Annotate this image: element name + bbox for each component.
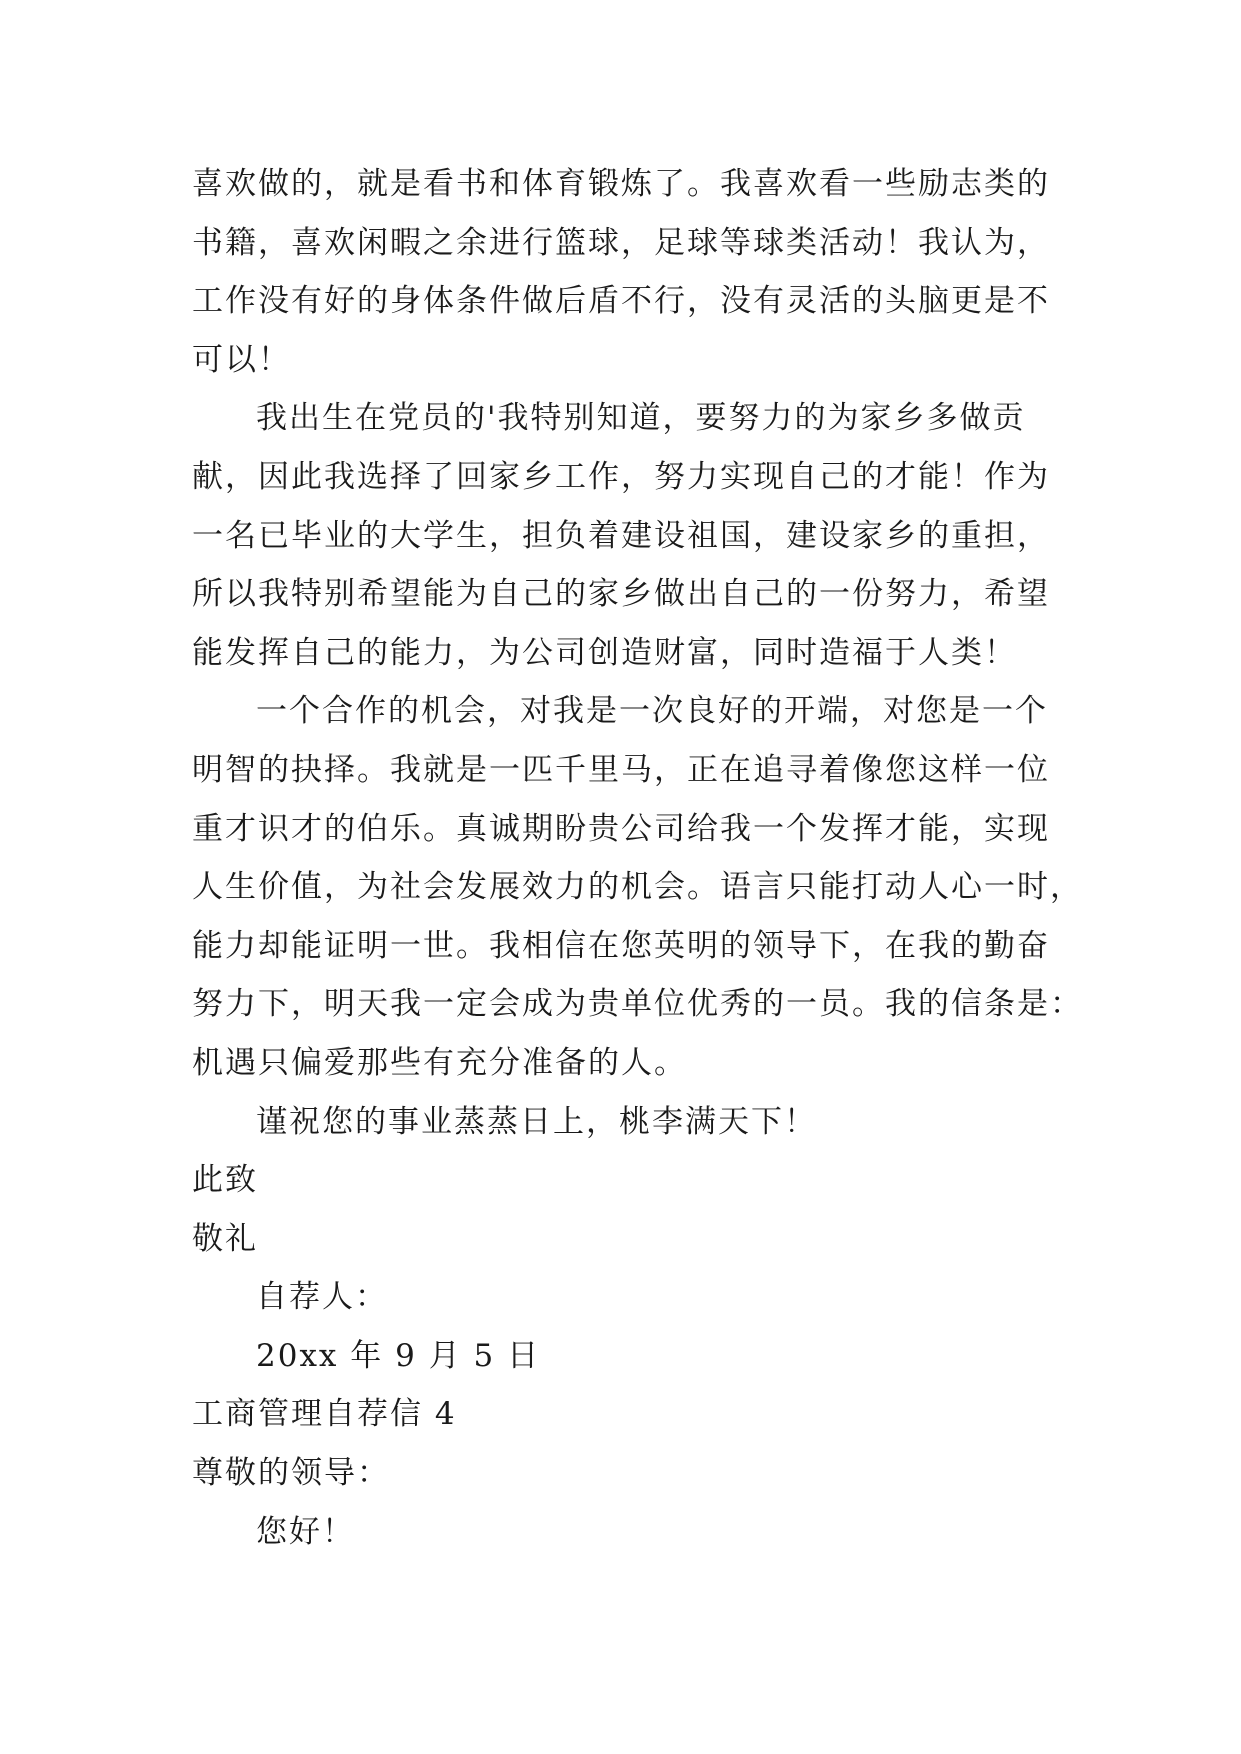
text-line: 一个合作的机会，对我是一次良好的开端，对您是一个 xyxy=(256,693,1048,730)
closing-line: 此致 xyxy=(192,1162,258,1199)
signer-line: 自荐人： xyxy=(256,1279,388,1316)
text-line: 书籍，喜欢闲暇之余进行篮球，足球等球类活动！我认为， xyxy=(192,224,1050,261)
text-line: 能发挥自己的能力，为公司创造财富，同时造福于人类！ xyxy=(192,634,1017,671)
text-line: 人生价值，为社会发展效力的机会。语言只能打动人心一时， xyxy=(192,869,1083,906)
letter-page xyxy=(192,155,1083,1561)
text-line: 喜欢做的，就是看书和体育锻炼了。我喜欢看一些励志类的 xyxy=(192,166,1050,202)
text-line: 机遇只偏爱那些有充分准备的人。 xyxy=(192,1044,687,1081)
text-line: 献，因此我选择了回家乡工作，努力实现自己的才能！作为 xyxy=(192,458,1050,495)
wish-line: 谨祝您的事业蒸蒸日上，桃李满天下！ xyxy=(256,1103,817,1140)
text-line: 我出生在党员的'我特别知道，要努力的为家乡多做贡 xyxy=(256,400,1026,437)
paragraph xyxy=(192,682,1083,1092)
text-line: 重才识才的伯乐。真诚期盼贵公司给我一个发挥才能，实现 xyxy=(192,810,1050,847)
text-line: 可以！ xyxy=(192,341,291,378)
paragraph xyxy=(192,155,1072,389)
text-line: 明智的抉择。我就是一匹千里马，正在追寻着像您这样一位 xyxy=(192,751,1050,788)
closing-line: 敬礼 xyxy=(192,1220,258,1257)
text-line: 能力却能证明一世。我相信在您英明的领导下，在我的勤奋 xyxy=(192,927,1050,964)
paragraph xyxy=(192,389,1072,682)
date-line: 20xx 年 9 月 5 日 xyxy=(256,1337,541,1374)
text-line: 所以我特别希望能为自己的家乡做出自己的一份努力，希望 xyxy=(192,576,1050,613)
greeting-line: 您好！ xyxy=(256,1513,355,1550)
text-line: 努力下，明天我一定会成为贵单位优秀的一员。我的信条是： xyxy=(192,986,1083,1023)
text-line: 工作没有好的身体条件做后盾不行，没有灵活的头脑更是不 xyxy=(192,283,1050,320)
section-title: 工商管理自荐信 4 xyxy=(192,1396,457,1433)
text-line: 一名已毕业的大学生，担负着建设祖国，建设家乡的重担， xyxy=(192,517,1050,554)
salutation-line: 尊敬的领导： xyxy=(192,1455,390,1492)
